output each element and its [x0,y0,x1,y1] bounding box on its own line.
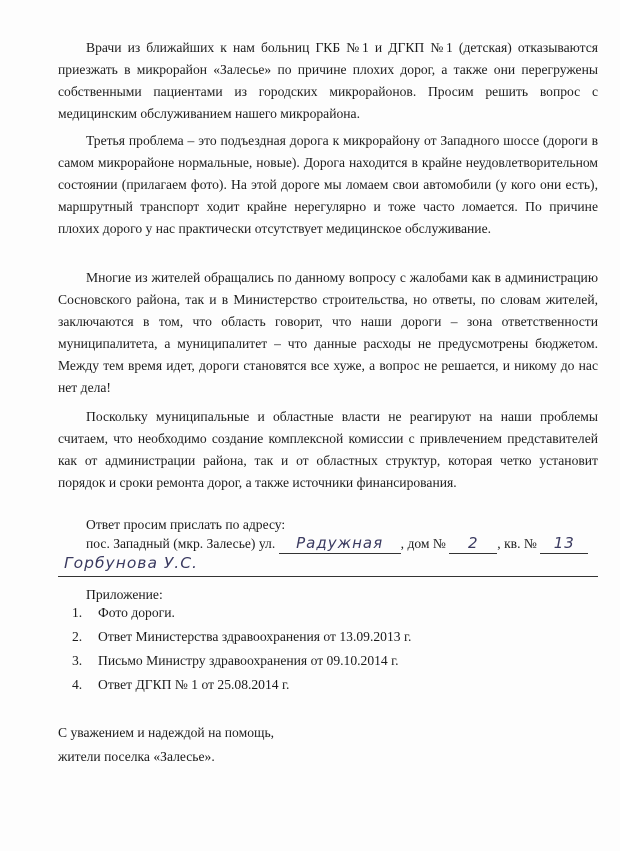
attachments-title: Приложение: [86,587,163,602]
apartment-label: , кв. № [497,536,537,551]
address-prefix: пос. Западный (мкр. Залесье) ул. [86,536,276,551]
street-handwritten: Радужная [296,534,384,552]
paragraph-commission: Поскольку муниципальные и областные власти не реагируют на наши проблемы считаем, что необходимо создание комплексной комиссии с привлечением представителей как от администрации района, так и от областных структур, которая четко установит порядок и сроки ремонта дорог, а также источники финансирования. [58,409,598,490]
name-handwritten: Горбунова У.С. [64,554,198,572]
street-field [279,534,401,554]
house-handwritten: 2 [468,534,479,552]
apartment-handwritten: 13 [553,534,575,552]
apartment-field [540,534,588,554]
attachment-item: 4. Ответ ДГКП № 1 от 25.08.2014 г. [72,677,290,692]
attachment-item: 3. Письмо Министру здравоохранения от 09.10.2014 г. [72,653,399,668]
paragraph-complaints: Многие из жителей обращались по данному вопросу с жалобами как в администрацию Сосновского района, так и в Министерство строительства, но ответы, по словам жителей, заключаются в том, что область говорит, что наши дороги – зона ответственности муниципалитета, а муниципалитет – что данные расходы не предусмотрены бюджетом. Между тем время идет, дороги становятся все хуже, а вопрос не решается, и никому до нас нет дела! [58,270,598,395]
paragraph-hospitals: Врачи из ближайших к нам больниц ГКБ №1 и ДГКП №1 (детская) отказываются приезжать в микрорайон «Залесье» по причине плохих дорог, а также они перегружены собственными пациентами из городских микрорайонов. Просим решить вопрос с медицинским обслуживанием нашего микрорайона. [58,40,598,121]
closing-signature: жители поселка «Залесье». [58,749,215,764]
attachment-item: 1. Фото дороги. [72,605,175,620]
paragraph-road-problem: Третья проблема – это подъездная дорога к микрорайону от Западного шоссе (дороги в самом микрорайоне нормальные, новые). Дорога находится в крайне неудовлетворительном состоянии (прилагаем фото). На этой дороге мы ломаем свои автомобили (у кого они есть), маршрутный транспорт ходит крайне нерегулярно и тоже часто ломается. По причине плохих дорого у нас практически отсутствует медицинское обслуживание. [58,133,598,236]
closing-line: С уважением и надеждой на помощь, [58,725,275,740]
attachment-item: 2. Ответ Министерства здравоохранения от 13.09.2013 г. [72,629,412,644]
reply-request: Ответ просим прислать по адресу: [86,517,286,532]
name-field [58,552,598,577]
house-field [449,534,497,554]
house-label: , дом № [400,536,446,551]
